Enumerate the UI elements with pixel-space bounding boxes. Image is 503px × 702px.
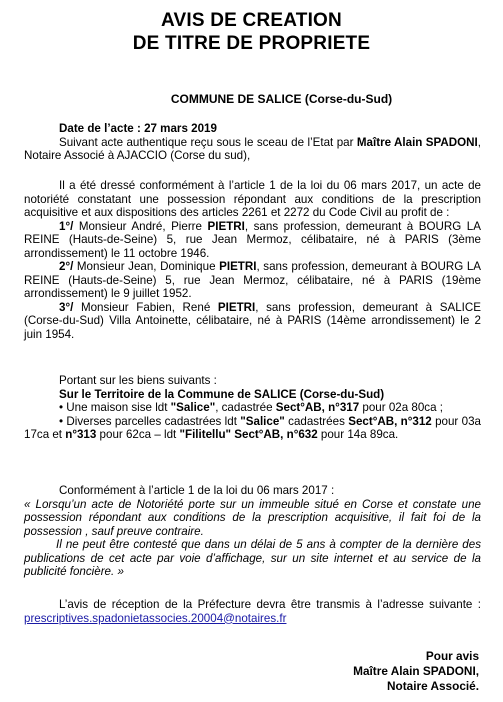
property-text: , cadastrée <box>215 401 276 414</box>
law-intro: Conformément à l’article 1 de la loi du 06 mars 2017 : <box>59 484 335 497</box>
intro-text-1: Suivant acte authentique reçu sous le sceau de l’Etat par <box>59 135 357 149</box>
act-intro-block <box>24 122 481 163</box>
act-intro-paragraph <box>24 136 481 163</box>
beneficiary-surname: PIETRI <box>219 260 257 273</box>
notoriety-block <box>24 179 481 341</box>
signature-block <box>353 649 479 694</box>
property-text: cadastrées <box>284 414 349 428</box>
reception-block <box>24 598 481 625</box>
property-locality: "Salice" <box>240 414 285 428</box>
cadastral-reference: Sect°AB, n°312 <box>348 414 432 428</box>
property-text: pour 03a 17ca et <box>24 414 481 441</box>
beneficiary-pre: Monsieur Jean, Dominique <box>73 260 220 273</box>
document-title-line-2: DE TITRE DE PROPRIETE <box>132 33 371 54</box>
cadastral-reference: Sect°AB, n°632 <box>234 428 318 441</box>
signature-line-1: Pour avis <box>425 649 479 663</box>
commune-heading: COMMUNE DE SALICE (Corse-du-Sud) <box>170 92 393 106</box>
property-text: pour 02a 80ca ; <box>359 401 443 414</box>
act-date <box>24 122 481 136</box>
cadastral-reference: Sect°AB, n°317 <box>275 401 360 414</box>
property-territory: Sur le Territoire de la Commune de SALICE (Corse-du-Sud) <box>59 387 385 401</box>
beneficiary-pre: Monsieur André, Pierre <box>73 219 208 233</box>
cadastral-reference: n°313 <box>65 428 97 441</box>
law-quote-2: Il ne peut être contesté que dans un délai de 5 ans à compter de la dernière des publications de cet acte par voie d’affichage, sur un site internet et au service de la publicité foncière. » <box>24 538 481 578</box>
act-date-value: 27 mars 2019 <box>144 122 217 135</box>
beneficiary-item <box>24 220 481 261</box>
notoriety-paragraph: Il a été dressé conformément à l’article 1 de la loi du 06 mars 2017, un acte de notoriété constatant une possession répondant aux conditions de la prescription acquisitive et aux dispositions des articles 2261 et 2272 du Code Civil au profit de : <box>24 179 481 219</box>
property-text: pour 14a 89ca. <box>317 428 399 441</box>
property-text: • Une maison sise ldt <box>59 401 171 414</box>
beneficiary-item <box>24 260 481 301</box>
beneficiary-details: , sans profession, demeurant à SALICE (Corse-du-Sud) Villa Antoinette, célibataire, né à PARIS (14ème arrondissement) le 2 juin 1954. <box>24 300 481 341</box>
beneficiary-details: , sans profession, demeurant à BOURG LA REINE (Hauts-de-Seine) 5, rue Jean Mermoz, célibataire, né à PARIS (19ème arrondissement) le 9 juillet 1952. <box>24 260 481 300</box>
beneficiary-number: 3°/ <box>59 300 74 314</box>
document-title-line-1: AVIS DE CREATION <box>161 10 342 31</box>
reception-email-link[interactable]: prescriptives.spadonietassocies.20004@notaires.fr <box>24 611 287 625</box>
property-locality: "Filitellu" <box>179 428 232 441</box>
property-block <box>24 374 481 442</box>
signature-line-2: Maître Alain SPADONI, <box>353 664 479 678</box>
property-item <box>24 401 481 415</box>
law-quote-1: « Lorsqu’un acte de Notoriété porte sur un immeuble situé en Corse et constate une possession répondant aux conditions de la prescription acquisitive, il fait foi de la possession , sauf preuve contraire. <box>24 497 481 538</box>
beneficiary-surname: PIETRI <box>217 300 256 314</box>
beneficiary-pre: Monsieur Fabien, René <box>73 300 218 314</box>
beneficiary-number: 2°/ <box>59 260 74 273</box>
notary-name: Maître Alain SPADONI <box>356 135 478 149</box>
property-locality: "Salice" <box>170 401 216 414</box>
property-intro: Portant sur les biens suivants : <box>59 374 217 387</box>
property-item <box>24 415 481 442</box>
law-block <box>24 484 481 579</box>
reception-text: L’avis de réception de la Préfecture devra être transmis à l’adresse suivante : <box>59 598 481 611</box>
property-text: • Diverses parcelles cadastrées ldt <box>59 414 241 428</box>
beneficiary-item <box>24 301 481 342</box>
beneficiary-details: , sans profession, demeurant à BOURG LA REINE (Hauts-de-Seine) 5, rue Jean Mermoz, célibataire, né à PARIS (3ème arrondissement) le 11 octobre 1946. <box>24 219 481 260</box>
signature-line-3: Notaire Associé. <box>386 679 479 693</box>
reception-paragraph <box>24 598 481 625</box>
beneficiary-number: 1°/ <box>59 219 74 233</box>
property-text: pour 62ca – ldt <box>96 428 180 441</box>
intro-text-2: , Notaire Associé à AJACCIO (Corse du sud), <box>24 135 482 162</box>
act-date-label: Date de l’acte : <box>59 122 145 135</box>
beneficiary-surname: PIETRI <box>207 219 245 233</box>
